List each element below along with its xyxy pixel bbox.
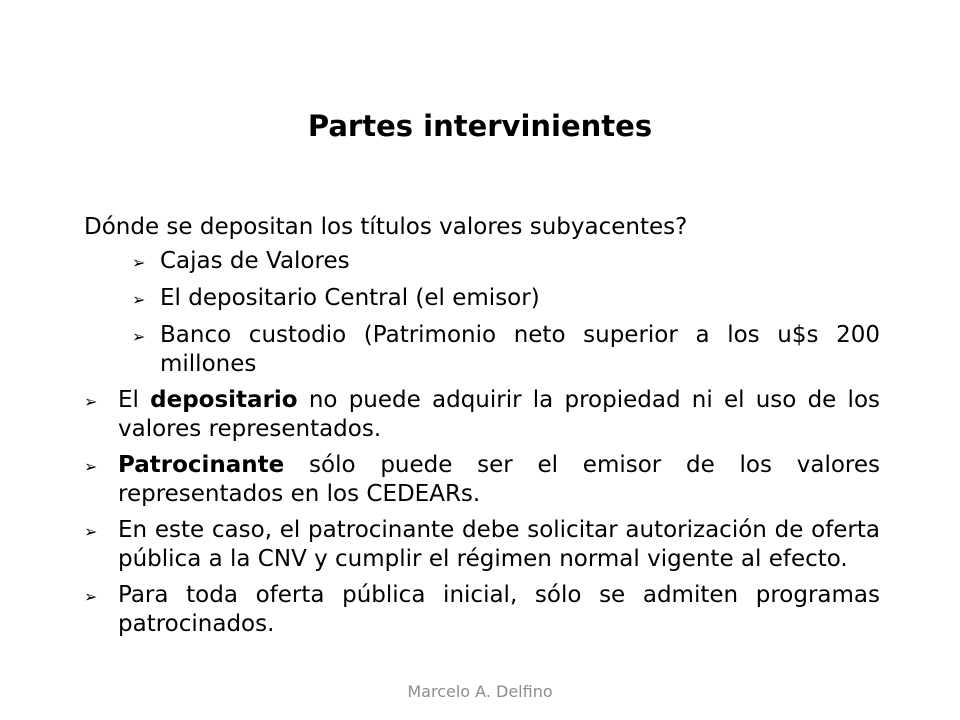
footer-author: Marcelo A. Delfino [407, 682, 553, 701]
bullet-text: En este caso, el patrocinante debe solicitar autorización de oferta pública a la CNV y cumplir el régimen normal vigente al efecto. [118, 517, 880, 572]
bold-term: depositario [150, 387, 298, 413]
bullet [84, 386, 880, 444]
bullet-text: El depositario no puede adquirir la propiedad ni el uso de los valores representados. [118, 387, 881, 442]
sub-bullet-text: Cajas de Valores [160, 248, 350, 274]
bullet [84, 516, 880, 574]
arrow-bullet-icon: ➢ [84, 587, 98, 606]
lead-question: Dónde se depositan los títulos valores subyacentes? [84, 214, 688, 240]
sub-bullet [132, 284, 880, 314]
slide-content [84, 213, 880, 646]
arrow-bullet-icon: ➢ [132, 290, 146, 309]
arrow-bullet-icon: ➢ [132, 253, 146, 272]
bullet-text: Para toda oferta pública inicial, sólo se admiten programas patrocinados. [118, 582, 880, 637]
sub-bullet-text: El depositario Central (el emisor) [160, 285, 540, 311]
arrow-bullet-icon: ➢ [84, 522, 98, 541]
sub-bullet [132, 321, 880, 379]
bullet [84, 451, 880, 509]
arrow-bullet-icon: ➢ [84, 457, 98, 476]
bullet [84, 581, 880, 639]
sub-bullet-text: Banco custodio (Patrimonio neto superior a los u$s 200 millones [160, 322, 880, 377]
arrow-bullet-icon: ➢ [132, 327, 146, 346]
bold-term: Patrocinante [118, 452, 285, 478]
bullet-text: Patrocinante sólo puede ser el emisor de los valores representados en los CEDEARs. [118, 452, 880, 507]
arrow-bullet-icon: ➢ [84, 392, 98, 411]
sub-bullet [132, 247, 880, 277]
slide-title: Partes intervinientes [307, 109, 653, 143]
